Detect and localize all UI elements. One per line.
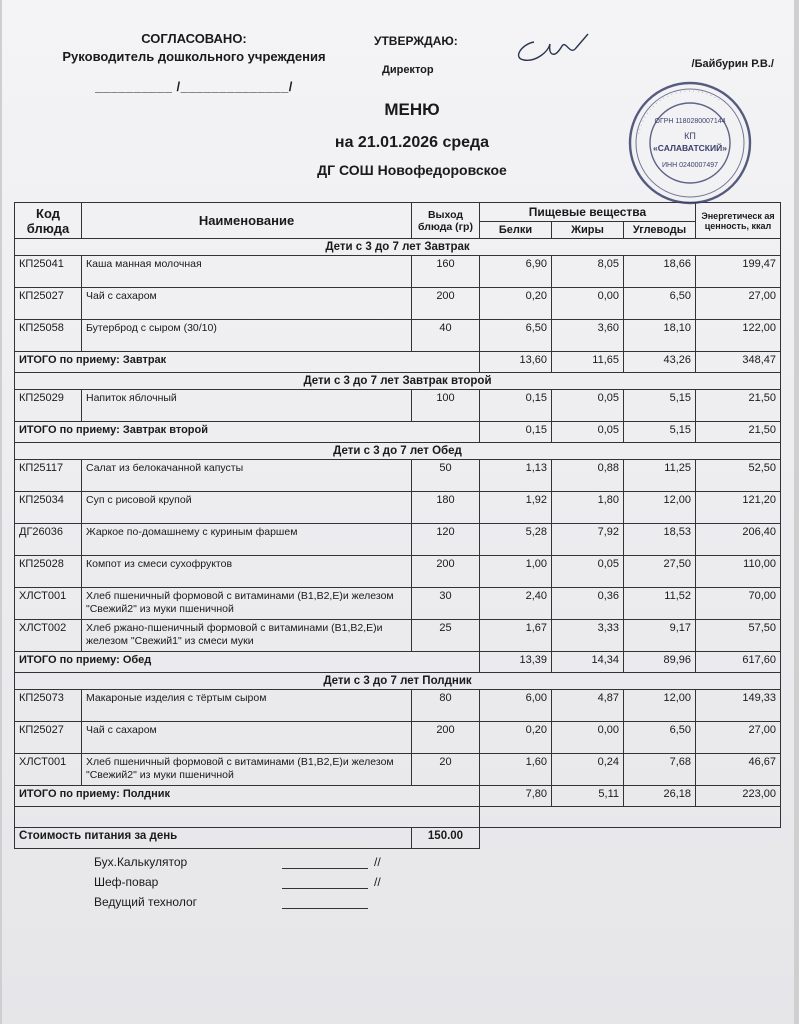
dish-output: 30 xyxy=(412,588,480,620)
dish-carbs: 5,15 xyxy=(624,390,696,422)
agreed-signature-line: __________ /______________/ xyxy=(95,79,293,94)
dish-name: Чай с сахаром xyxy=(82,288,412,320)
dish-fat: 0,00 xyxy=(552,722,624,754)
dish-carbs: 18,53 xyxy=(624,524,696,556)
menu-place: ДГ СОШ Новофедоровское xyxy=(317,162,507,178)
dish-energy: 199,47 xyxy=(696,256,781,288)
total-label: ИТОГО по приему: Завтрак xyxy=(15,352,480,373)
dish-output: 180 xyxy=(412,492,480,524)
dish-energy: 57,50 xyxy=(696,620,781,652)
dish-code: КП25034 xyxy=(15,492,82,524)
total-energy: 617,60 xyxy=(696,652,781,673)
dish-carbs: 11,25 xyxy=(624,460,696,492)
daily-cost-value: 150.00 xyxy=(412,828,480,849)
agreed-role: Руководитель дошкольного учреждения xyxy=(62,49,326,64)
dish-protein: 0,20 xyxy=(480,722,552,754)
table-row xyxy=(15,390,781,422)
dish-energy: 52,50 xyxy=(696,460,781,492)
dish-name: Хлеб ржано-пшеничный формовой с витаминами (В1,В2,Е)и железом "Свежий1" из смеси муки xyxy=(82,620,412,652)
section-header-row xyxy=(15,443,781,460)
dish-energy: 206,40 xyxy=(696,524,781,556)
dish-energy: 122,00 xyxy=(696,320,781,352)
dish-fat: 7,92 xyxy=(552,524,624,556)
dish-protein: 1,13 xyxy=(480,460,552,492)
dish-code: ХЛСТ001 xyxy=(15,754,82,786)
blank-cell xyxy=(15,807,480,828)
total-fat: 11,65 xyxy=(552,352,624,373)
col-protein-header: Белки xyxy=(480,222,552,239)
dish-fat: 8,05 xyxy=(552,256,624,288)
signatures-footer xyxy=(14,855,780,915)
total-row xyxy=(15,786,781,807)
daily-cost-row xyxy=(15,828,781,849)
dish-fat: 0,88 xyxy=(552,460,624,492)
dish-name: Жаркое по-домашнему с куриным фаршем xyxy=(82,524,412,556)
total-label: ИТОГО по приему: Обед xyxy=(15,652,480,673)
menu-title-block xyxy=(14,100,780,178)
stamp-type: КП xyxy=(684,131,696,141)
dish-energy: 110,00 xyxy=(696,556,781,588)
footer-row xyxy=(14,855,780,875)
dish-code: ХЛСТ002 xyxy=(15,620,82,652)
dish-protein: 0,15 xyxy=(480,390,552,422)
director-label: Директор xyxy=(382,64,434,76)
total-carbs: 89,96 xyxy=(624,652,696,673)
dish-protein: 6,00 xyxy=(480,690,552,722)
dish-carbs: 12,00 xyxy=(624,492,696,524)
section-title: Дети с 3 до 7 лет Завтрак второй xyxy=(15,373,781,390)
total-energy: 348,47 xyxy=(696,352,781,373)
dish-carbs: 9,17 xyxy=(624,620,696,652)
dish-code: КП25027 xyxy=(15,288,82,320)
dish-carbs: 11,52 xyxy=(624,588,696,620)
dish-energy: 27,00 xyxy=(696,722,781,754)
stamp-inn: ИНН 0240007497 xyxy=(661,162,719,169)
dish-protein: 1,67 xyxy=(480,620,552,652)
dish-carbs: 18,10 xyxy=(624,320,696,352)
dish-protein: 1,00 xyxy=(480,556,552,588)
dish-fat: 0,05 xyxy=(552,390,624,422)
table-row xyxy=(15,460,781,492)
dish-protein: 6,90 xyxy=(480,256,552,288)
dish-output: 200 xyxy=(412,556,480,588)
dish-name: Каша манная молочная xyxy=(82,256,412,288)
menu-title: МЕНЮ xyxy=(384,100,440,119)
total-row xyxy=(15,422,781,443)
col-carbs-header: Углеводы xyxy=(624,222,696,239)
dish-output: 200 xyxy=(412,288,480,320)
total-protein: 7,80 xyxy=(480,786,552,807)
total-fat: 14,34 xyxy=(552,652,624,673)
dish-output: 25 xyxy=(412,620,480,652)
dish-carbs: 6,50 xyxy=(624,288,696,320)
dish-fat: 3,60 xyxy=(552,320,624,352)
dish-name: Хлеб пшеничный формовой с витаминами (В1,В2,Е)и железом "Свежий2" из муки пшеничной xyxy=(82,754,412,786)
dish-carbs: 12,00 xyxy=(624,690,696,722)
dish-carbs: 18,66 xyxy=(624,256,696,288)
dish-protein: 6,50 xyxy=(480,320,552,352)
footer-label: Ведущий технолог xyxy=(94,895,198,909)
table-row xyxy=(15,492,781,524)
dish-code: КП25073 xyxy=(15,690,82,722)
approve-title: УТВЕРЖДАЮ: xyxy=(374,34,458,48)
dish-code: КП25027 xyxy=(15,722,82,754)
total-fat: 0,05 xyxy=(552,422,624,443)
document-header xyxy=(14,22,780,202)
dish-carbs: 27,50 xyxy=(624,556,696,588)
dish-energy: 27,00 xyxy=(696,288,781,320)
total-energy: 21,50 xyxy=(696,422,781,443)
footer-row xyxy=(14,875,780,895)
footer-row xyxy=(14,895,780,915)
dish-protein: 1,92 xyxy=(480,492,552,524)
dish-code: КП25028 xyxy=(15,556,82,588)
dish-output: 100 xyxy=(412,390,480,422)
dish-name: Компот из смеси сухофруктов xyxy=(82,556,412,588)
dish-fat: 0,05 xyxy=(552,556,624,588)
agreed-block xyxy=(54,30,334,96)
menu-table-body xyxy=(15,239,781,849)
table-row xyxy=(15,288,781,320)
dish-code: ХЛСТ001 xyxy=(15,588,82,620)
col-code-header: Код блюда xyxy=(15,203,82,239)
dish-energy: 121,20 xyxy=(696,492,781,524)
dish-protein: 1,60 xyxy=(480,754,552,786)
col-name-header: Наименование xyxy=(82,203,412,239)
total-row xyxy=(15,352,781,373)
total-carbs: 26,18 xyxy=(624,786,696,807)
menu-date: на 21.01.2026 среда xyxy=(334,134,490,151)
dish-code: КП25041 xyxy=(15,256,82,288)
blank-row xyxy=(15,807,781,828)
dish-output: 120 xyxy=(412,524,480,556)
dish-name: Чай с сахаром xyxy=(82,722,412,754)
table-row xyxy=(15,320,781,352)
section-header-row xyxy=(15,239,781,256)
total-label: ИТОГО по приему: Полдник xyxy=(15,786,480,807)
director-signature xyxy=(504,30,594,70)
section-header-row xyxy=(15,673,781,690)
footer-label: Шеф-повар xyxy=(94,875,159,889)
dish-output: 20 xyxy=(412,754,480,786)
section-title: Дети с 3 до 7 лет Полдник xyxy=(15,673,781,690)
table-row xyxy=(15,754,781,786)
menu-table xyxy=(14,202,781,849)
dish-code: КП25058 xyxy=(15,320,82,352)
director-name: /Байбурин Р.В./ xyxy=(691,58,774,70)
dish-fat: 3,33 xyxy=(552,620,624,652)
table-row xyxy=(15,524,781,556)
table-row xyxy=(15,620,781,652)
dish-output: 40 xyxy=(412,320,480,352)
stamp-ogrn: ОГРН 1180280007144 xyxy=(654,118,726,125)
total-protein: 13,39 xyxy=(480,652,552,673)
dish-output: 50 xyxy=(412,460,480,492)
dish-code: КП25029 xyxy=(15,390,82,422)
svg-text:· · · · · · · · · · · · · · ·: · · · · · · · · · · · · · · · · · · · · · · · · xyxy=(635,87,722,136)
blank-cell xyxy=(480,828,781,849)
dish-fat: 0,36 xyxy=(552,588,624,620)
table-row xyxy=(15,256,781,288)
table-row xyxy=(15,588,781,620)
dish-name: Салат из белокачанной капусты xyxy=(82,460,412,492)
col-output-header: Выход блюда (гр) xyxy=(412,203,480,239)
section-title: Дети с 3 до 7 лет Обед xyxy=(15,443,781,460)
total-carbs: 43,26 xyxy=(624,352,696,373)
signature-line xyxy=(282,875,368,889)
footer-slash: // xyxy=(374,855,381,869)
dish-fat: 0,00 xyxy=(552,288,624,320)
dish-energy: 149,33 xyxy=(696,690,781,722)
signature-line xyxy=(282,855,368,869)
footer-label: Бух.Калькулятор xyxy=(94,855,188,869)
dish-carbs: 6,50 xyxy=(624,722,696,754)
daily-cost-label: Стоимость питания за день xyxy=(15,828,412,849)
total-fat: 5,11 xyxy=(552,786,624,807)
dish-fat: 1,80 xyxy=(552,492,624,524)
dish-energy: 46,67 xyxy=(696,754,781,786)
dish-name: Макароные изделия с тёртым сыром xyxy=(82,690,412,722)
total-protein: 13,60 xyxy=(480,352,552,373)
dish-fat: 0,24 xyxy=(552,754,624,786)
stamp-name: «САЛАВАТСКИЙ» xyxy=(653,143,727,153)
table-row xyxy=(15,556,781,588)
table-row xyxy=(15,722,781,754)
dish-fat: 4,87 xyxy=(552,690,624,722)
total-protein: 0,15 xyxy=(480,422,552,443)
total-row xyxy=(15,652,781,673)
section-header-row xyxy=(15,373,781,390)
footer-slash: // xyxy=(374,875,381,889)
dish-protein: 0,20 xyxy=(480,288,552,320)
blank-cell xyxy=(480,807,781,828)
col-fat-header: Жиры xyxy=(552,222,624,239)
dish-name: Хлеб пшеничный формовой с витаминами (В1,В2,Е)и железом "Свежий2" из муки пшеничной xyxy=(82,588,412,620)
dish-name: Суп с рисовой крупой xyxy=(82,492,412,524)
signature-line xyxy=(282,895,368,909)
col-energy-header: Энергетическ ая ценность, ккал xyxy=(696,203,781,239)
dish-protein: 5,28 xyxy=(480,524,552,556)
total-carbs: 5,15 xyxy=(624,422,696,443)
dish-energy: 21,50 xyxy=(696,390,781,422)
dish-carbs: 7,68 xyxy=(624,754,696,786)
dish-code: ДГ26036 xyxy=(15,524,82,556)
total-label: ИТОГО по приему: Завтрак второй xyxy=(15,422,480,443)
dish-protein: 2,40 xyxy=(480,588,552,620)
agreed-title: СОГЛАСОВАНО: xyxy=(141,31,247,46)
dish-output: 80 xyxy=(412,690,480,722)
section-title: Дети с 3 до 7 лет Завтрак xyxy=(15,239,781,256)
dish-output: 160 xyxy=(412,256,480,288)
dish-name: Бутерброд с сыром (30/10) xyxy=(82,320,412,352)
dish-energy: 70,00 xyxy=(696,588,781,620)
dish-output: 200 xyxy=(412,722,480,754)
total-energy: 223,00 xyxy=(696,786,781,807)
dish-name: Напиток яблочный xyxy=(82,390,412,422)
col-nutrients-header: Пищевые вещества xyxy=(480,203,696,222)
dish-code: КП25117 xyxy=(15,460,82,492)
table-row xyxy=(15,690,781,722)
menu-document xyxy=(2,0,794,1024)
